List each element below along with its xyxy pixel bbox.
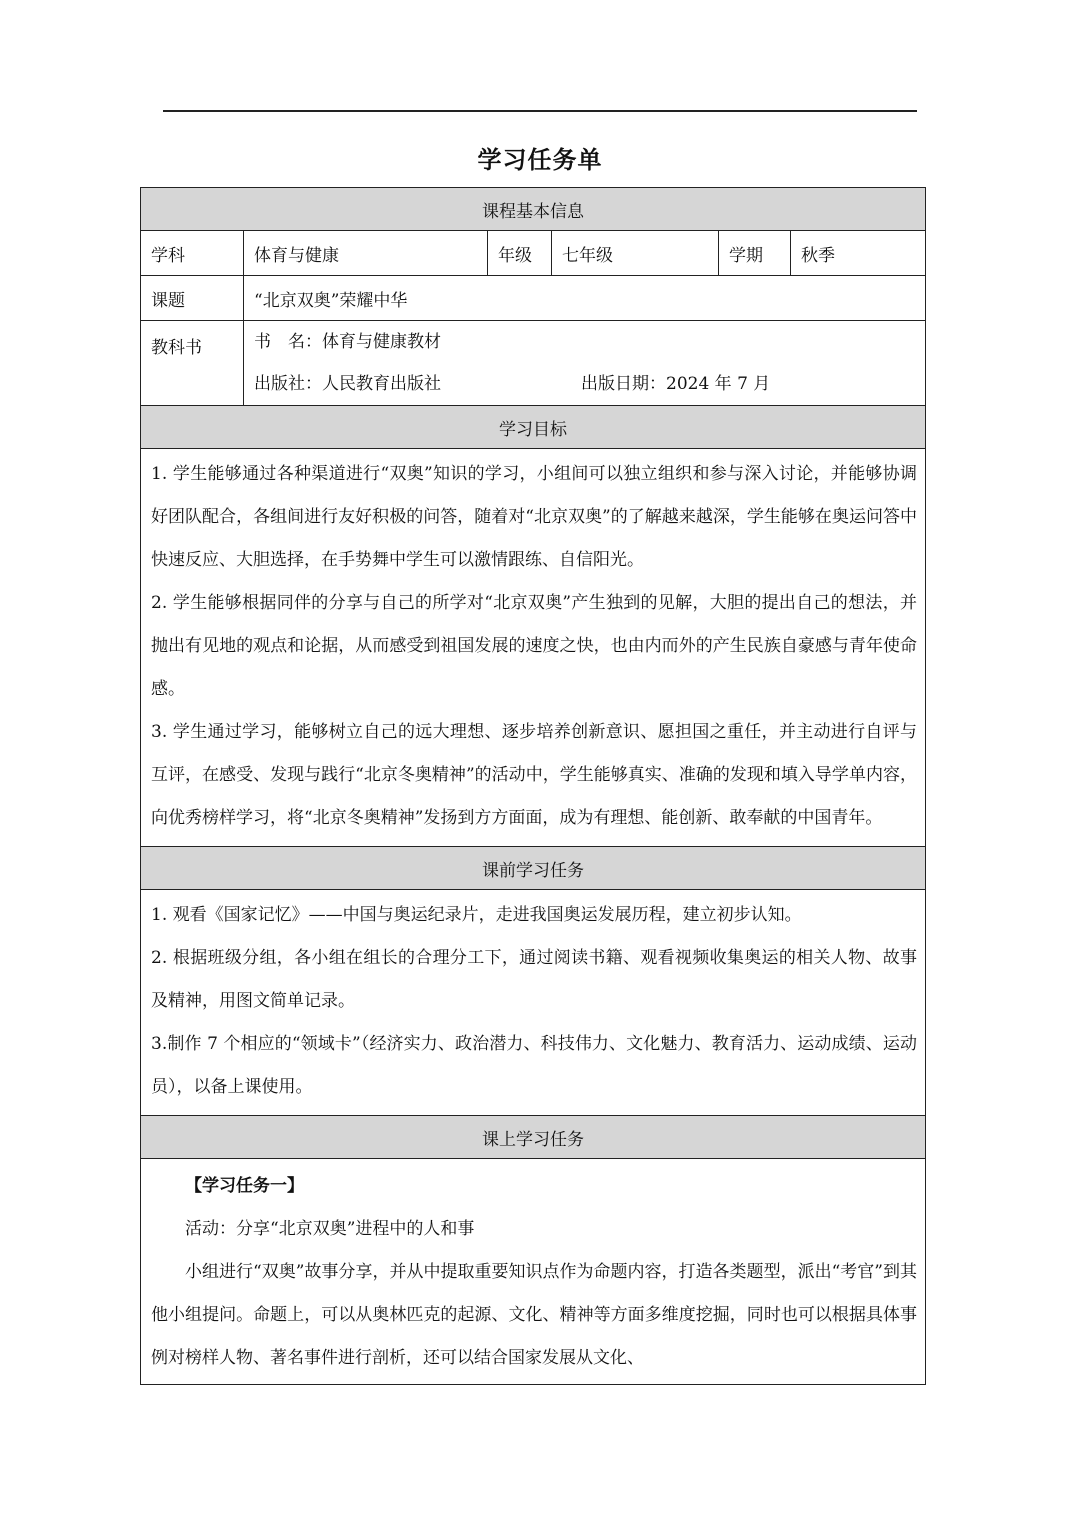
section-header-pre-class: 课前学习任务: [141, 847, 926, 890]
section-header-in-class: 课上学习任务: [141, 1116, 926, 1159]
header-rule: [163, 110, 917, 112]
section-header-basic-info: 课程基本信息: [141, 188, 926, 231]
document-title: 学习任务单: [477, 146, 603, 174]
pre-class-content: [141, 890, 926, 1116]
subject-value: 体育与健康: [244, 231, 488, 276]
subject-label: 学科: [141, 231, 244, 276]
publication-date: 出版日期：2024 年 7 月: [581, 374, 771, 394]
activity-description: 小组进行“双奥”故事分享，并从中提取重要知识点作为命题内容，打造各类题型，派出“考官”到其他小组提问。命题上，可以从奥林匹克的起源、文化、精神等方面多维度挖掘，同时也可以根据具体事例对榜样人物、著名事件进行剖析，还可以结合国家发展从文化、: [151, 1262, 917, 1368]
textbook-details: [244, 321, 926, 406]
grade-value: 七年级: [552, 231, 719, 276]
section-header-objectives: 学习目标: [141, 406, 926, 449]
task-sheet-table: [140, 187, 926, 1385]
topic-label: 课题: [141, 276, 244, 321]
term-label: 学期: [719, 231, 791, 276]
objective-item: 2. 学生能够根据同伴的分享与自己的所学对“北京双奥”产生独到的见解，大胆的提出自己的想法，并抛出有见地的观点和论据，从而感受到祖国发展的速度之快，也由内而外的产生民族自豪感与青年使命感。: [151, 593, 917, 699]
textbook-label: 教科书: [141, 321, 244, 406]
topic-value: “北京双奥”荣耀中华: [244, 276, 926, 321]
term-value: 秋季: [791, 231, 926, 276]
publisher: 出版社：人民教育出版社: [254, 374, 441, 394]
book-name: 书 名：体育与健康教材: [254, 332, 441, 352]
objective-item: 1. 学生能够通过各种渠道进行“双奥”知识的学习，小组间可以独立组织和参与深入讨论，并能够协调好团队配合，各组间进行友好积极的问答，随着对“北京双奥”的了解越来越深，学生能够在奥运问答中快速反应、大胆选择，在手势舞中学生可以激情跟练、自信阳光。: [151, 464, 917, 570]
in-class-content: [141, 1159, 926, 1385]
pre-class-item: 2. 根据班级分组，各小组在组长的合理分工下，通过阅读书籍、观看视频收集奥运的相关人物、故事及精神，用图文简单记录。: [151, 948, 917, 1011]
pre-class-item: 3.制作 7 个相应的“领域卡”（经济实力、政治潜力、科技伟力、文化魅力、教育活力、运动成绩、运动员），以备上课使用。: [151, 1034, 917, 1097]
pre-class-item: 1. 观看《国家记忆》——中国与奥运纪录片，走进我国奥运发展历程，建立初步认知。: [151, 905, 802, 925]
objective-item: 3. 学生通过学习，能够树立自己的远大理想、逐步培养创新意识、愿担国之重任，并主动进行自评与互评，在感受、发现与践行“北京冬奥精神”的活动中，学生能够真实、准确的发现和填入导学单内容，向优秀榜样学习，将“北京冬奥精神”发扬到方方面面，成为有理想、能创新、敢奉献的中国青年。: [151, 722, 917, 828]
objectives-content: [141, 449, 926, 847]
activity-line: 活动：分享“北京双奥”进程中的人和事: [185, 1219, 475, 1239]
task-title: 【学习任务一】: [185, 1176, 304, 1196]
grade-label: 年级: [488, 231, 552, 276]
publisher-line: [254, 363, 915, 405]
